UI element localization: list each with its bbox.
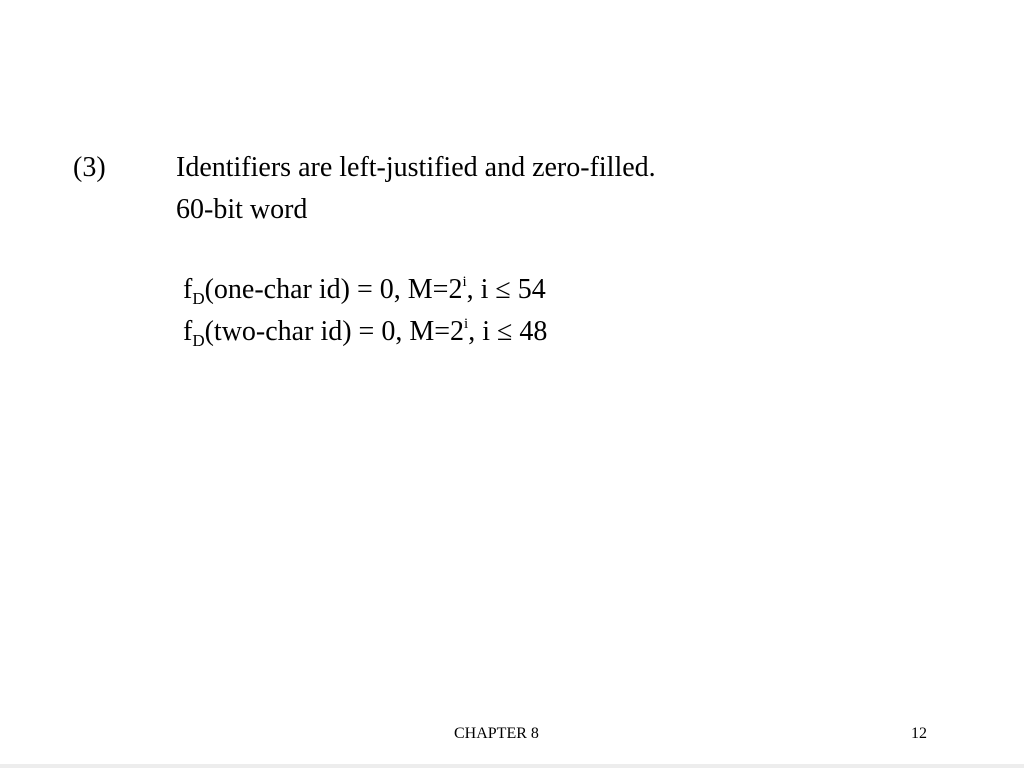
word-size-statement: 60-bit word <box>176 194 308 225</box>
equation-superscript: i <box>464 316 469 332</box>
bottom-divider <box>0 764 1024 768</box>
footer-chapter-label: CHAPTER 8 <box>454 725 539 742</box>
footer-page-number: 12 <box>911 725 927 742</box>
equation-superscript: i <box>462 274 467 290</box>
equation-function: f <box>183 316 193 347</box>
equation-subscript: D <box>192 289 205 308</box>
equation-argument: (one-char id) = 0, M=2 <box>204 274 463 305</box>
equation-function: f <box>183 274 193 305</box>
equation-condition: , i ≤ 48 <box>468 316 548 347</box>
equation-subscript: D <box>192 331 205 350</box>
equation-one-char <box>183 274 546 308</box>
equation-condition: , i ≤ 54 <box>466 274 546 305</box>
equation-argument: (two-char id) = 0, M=2 <box>204 316 465 347</box>
item-number: (3) <box>73 152 106 183</box>
equation-two-char <box>183 316 548 350</box>
identifiers-statement: Identifiers are left-justified and zero-filled. <box>176 152 656 183</box>
